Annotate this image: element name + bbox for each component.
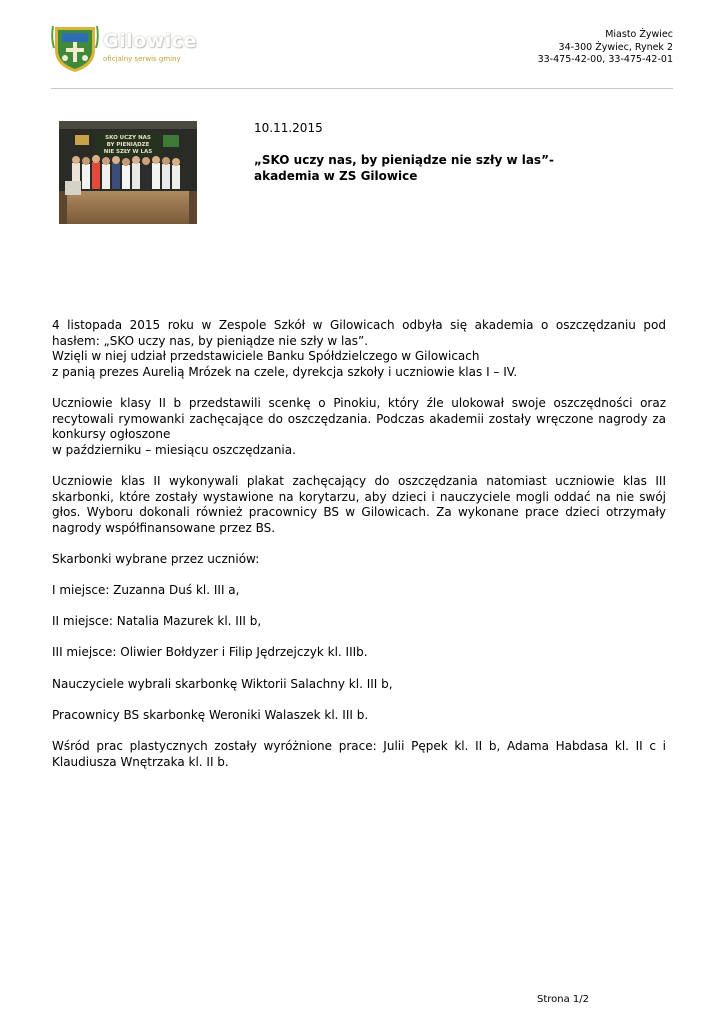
paragraph-second-place: II miejsce: Natalia Mazurek kl. III b,	[52, 614, 262, 629]
paragraph-pinokio	[52, 396, 666, 458]
article-title	[254, 152, 584, 184]
contact-phones: 33-475-42-00, 33-475-42-01	[537, 54, 673, 65]
logo-tagline: oficjalny serwis gminy	[103, 55, 181, 63]
paragraph-piggybanks-heading: Skarbonki wybrane przez uczniów:	[52, 551, 260, 566]
intro-line-4: z panią prezes Aurelią Mrózek na czele, dyrekcja szkoły i uczniowie klas I – IV.	[52, 364, 518, 379]
paragraph-first-place: I miejsce: Zuzanna Duś kl. III a,	[52, 583, 240, 598]
intro-line-2: hasłem: „SKO uczy nas, by pieniądze nie szły w las”.	[52, 333, 369, 348]
page-number: Strona 1/2	[537, 994, 590, 1005]
pinokio-tail: w październiku – miesiącu oszczędzania.	[52, 442, 296, 457]
photo-board-line2: BY PIENIĄDZE	[106, 142, 150, 148]
coat-of-arms-icon	[51, 24, 99, 74]
paragraph-teachers-choice: Nauczyciele wybrali skarbonkę Wiktorii Salachny kl. III b,	[52, 676, 393, 691]
paragraph-contest: Uczniowie klas II wykonywali plakat zachęcający do oszczędzania natomiast uczniowie klas III skarbonki, które zostały wystawione na korytarzu, aby dzieci i nauczyciele mogli oddać na nie swój głos. Wyboru dokonali również pracownicy BS w Gilowicach. Za wykonane prace dzieci otrzymały nagrody współfinansowane przez BS.	[52, 473, 666, 535]
photo-board-line1: SKO UCZY NAS	[105, 135, 151, 141]
header-divider	[51, 88, 673, 89]
contact-block	[538, 29, 673, 67]
article-title-line2: akademia w ZS Gilowice	[254, 169, 418, 183]
page-header	[0, 0, 725, 90]
paragraph-bank-staff-choice: Pracownicy BS skarbonkę Weroniki Walaszek kl. III b.	[52, 707, 369, 722]
paragraph-third-place: III miejsce: Oliwier Bołdyzer i Filip Jędrzejczyk kl. IIIb.	[52, 645, 368, 660]
photo-children	[72, 155, 180, 189]
article-photo	[59, 121, 197, 224]
pinokio-main: Uczniowie klasy II b przedstawili scenkę o Pinokiu, który źle ulokował swoje oszczędności oraz recytowali rymowanki zachęcające do oszczędzania. Podczas akademii zostały wręczone nagrody za konkursy ogłoszone	[52, 395, 666, 442]
contact-city: Miasto Żywiec	[605, 29, 673, 40]
paragraph-intro	[52, 318, 666, 380]
contact-address: 34-300 Żywiec, Rynek 2	[558, 41, 673, 53]
logo-name: Gilowice	[103, 30, 197, 52]
paragraph-art-awards: Wśród prac plastycznych zostały wyróżnione prace: Julii Pępek kl. II b, Adama Habdasa kl. II c i Klaudiusza Wnętrzaka kl. II b.	[52, 739, 666, 769]
intro-line-3: Wzięli w niej udział przedstawiciele Banku Spółdzielczego w Gilowicach	[52, 349, 480, 364]
intro-line-1: 4 listopada 2015 roku w Zespole Szkół w Gilowicach odbyła się akademia o oszczędzaniu pod	[52, 318, 666, 332]
article-body	[52, 318, 666, 786]
site-logo[interactable]	[51, 24, 201, 76]
article-date: 10.11.2015	[254, 121, 323, 135]
article-title-line1: „SKO uczy nas, by pieniądze nie szły w las”-	[254, 153, 554, 167]
photo-board-line3: NIE SZŁY W LAS	[103, 149, 153, 155]
